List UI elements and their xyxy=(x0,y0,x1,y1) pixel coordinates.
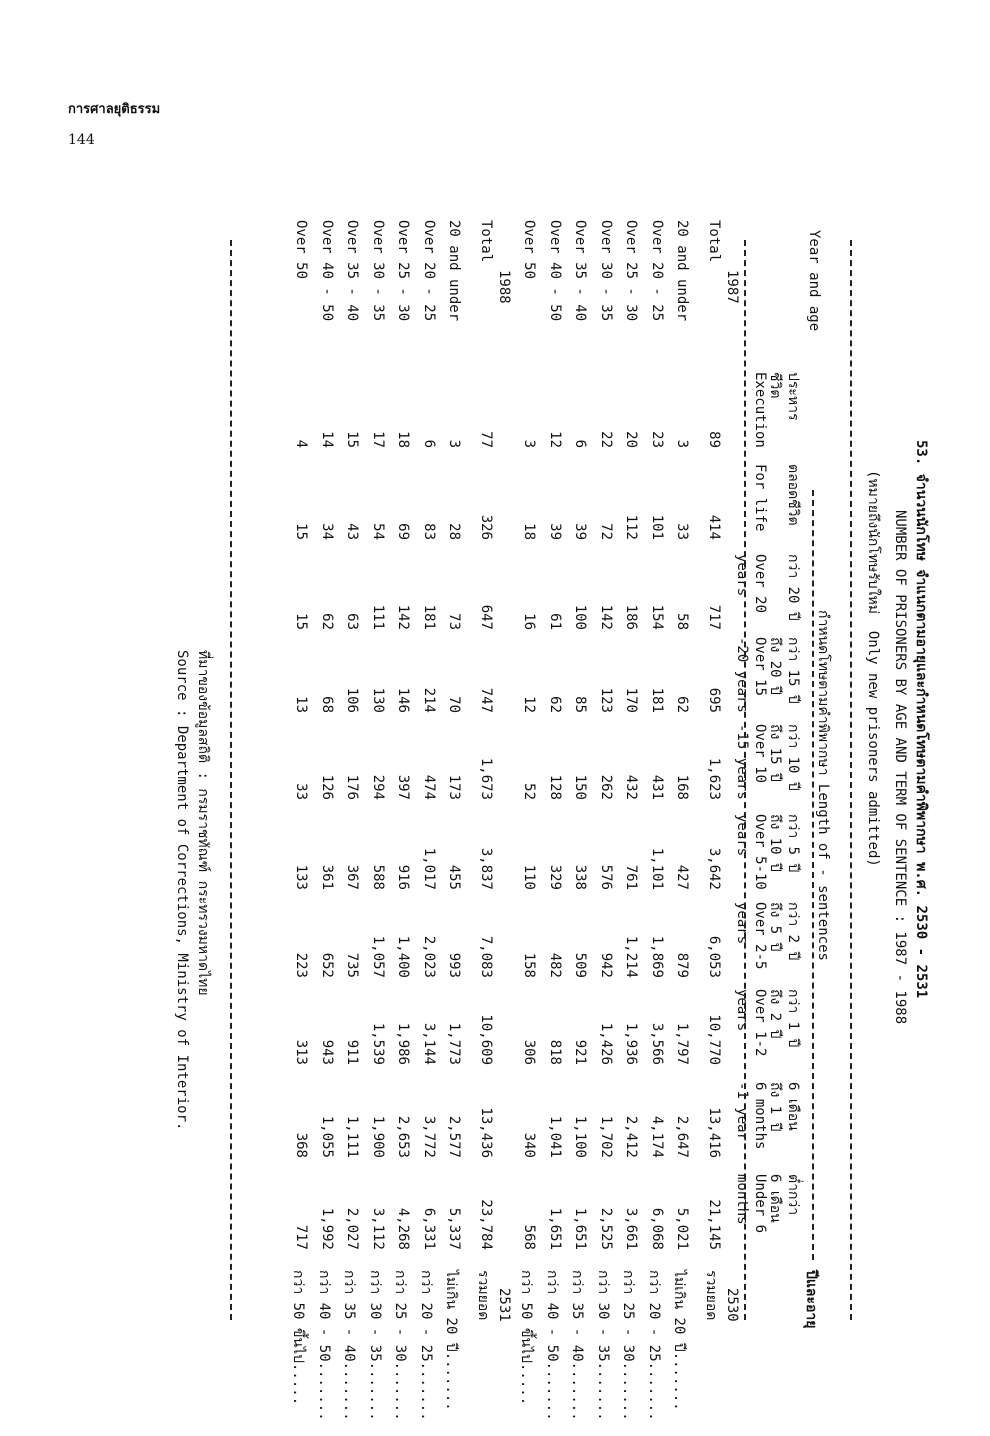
table-cell: 1,400 xyxy=(395,935,412,978)
column-header-eng2: -1 year xyxy=(734,1082,750,1142)
table-cell: 62 xyxy=(547,696,563,713)
row-label-thai: กว่า 30 - 35....... xyxy=(595,1270,611,1421)
column-header-thai1: กว่า 20 ปี xyxy=(785,554,801,621)
table-cell: 3 xyxy=(446,439,463,448)
table-subtitle: (หมายถึงนักโทษรับใหม่ Only new prisoners admitted) xyxy=(865,470,881,867)
table-cell: 306 xyxy=(521,1039,538,1065)
column-header-thai2: ชีวิต xyxy=(767,372,783,399)
table-cell: 62 xyxy=(674,696,691,713)
table-cell: 10,770 xyxy=(706,1014,722,1065)
table-cell: 943 xyxy=(319,1039,335,1065)
table-cell: 1,017 xyxy=(421,847,437,890)
row-label-english: Over 50 xyxy=(521,220,538,280)
row-label-english: Over 35 - 40 xyxy=(572,220,589,322)
table-cell: 181 xyxy=(649,687,665,713)
table-cell: 3,837 xyxy=(478,847,494,890)
column-header-eng2: years xyxy=(734,989,750,1032)
table-cell: 170 xyxy=(623,687,640,713)
table-cell: 150 xyxy=(572,774,589,800)
table-cell: 18 xyxy=(395,431,412,448)
table-cell: 1,111 xyxy=(344,1115,361,1158)
row-label-english: Total xyxy=(478,220,494,263)
table-title-english: NUMBER OF PRISONERS BY AGE AND TERM OF SENTENCE : 1987 - 1988 xyxy=(892,510,908,1025)
row-label-english: Over 25 - 30 xyxy=(395,220,412,322)
table-cell: 340 xyxy=(521,1132,538,1158)
row-label-thai: กว่า 25 - 30....... xyxy=(620,1270,637,1421)
table-cell: 3 xyxy=(674,439,691,448)
row-label-thai: กว่า 50 ขึ้นไป..... xyxy=(290,1270,307,1406)
table-cell: 818 xyxy=(547,1039,563,1065)
table-cell: 146 xyxy=(395,687,412,713)
table-cell: 455 xyxy=(446,864,463,890)
row-label-thai: ไม่เกิน 20 ปี....... xyxy=(671,1270,688,1411)
table-cell: 22 xyxy=(598,431,614,448)
stub-header-english: Year and age xyxy=(806,230,822,332)
table-cell: 77 xyxy=(478,431,494,448)
table-cell: 72 xyxy=(598,523,614,540)
table-cell: 326 xyxy=(478,514,494,540)
table-cell: 3,566 xyxy=(649,1022,665,1065)
row-label-english: Over 35 - 40 xyxy=(344,220,361,322)
table-cell: 647 xyxy=(478,604,494,630)
table-cell: 2,647 xyxy=(674,1115,691,1158)
table-cell: 588 xyxy=(370,864,386,890)
table-cell: 717 xyxy=(706,604,722,630)
table-cell: 15 xyxy=(293,613,310,630)
table-cell: 911 xyxy=(344,1039,361,1065)
table-cell: 1,214 xyxy=(623,935,640,978)
table-cell: 58 xyxy=(674,613,691,630)
table-cell: 62 xyxy=(319,613,335,630)
table-cell: 5,021 xyxy=(674,1207,691,1250)
table-cell: 747 xyxy=(478,687,494,713)
table-cell: 23,784 xyxy=(478,1199,494,1250)
table-cell: 431 xyxy=(649,774,665,800)
table-cell: 126 xyxy=(319,774,335,800)
row-label-thai: กว่า 40 - 50....... xyxy=(544,1270,560,1421)
table-cell: 695 xyxy=(706,687,722,713)
table-cell: 12 xyxy=(547,431,563,448)
row-label-thai: กว่า 25 - 30....... xyxy=(392,1270,409,1421)
year-thai: 2531 xyxy=(496,1288,512,1322)
table-cell: 85 xyxy=(572,696,589,713)
table-cell: 4,268 xyxy=(395,1207,412,1250)
row-label-thai: ไม่เกิน 20 ปี....... xyxy=(443,1270,460,1411)
column-header-thai1: กว่า 10 ปี xyxy=(785,724,801,791)
table-cell: 63 xyxy=(344,613,361,630)
table-cell: 1,797 xyxy=(674,1022,691,1065)
bottom-rule xyxy=(230,240,232,1320)
column-header-eng2: months xyxy=(734,1174,750,1225)
table-cell: 106 xyxy=(344,687,361,713)
table-cell: 23 xyxy=(649,431,665,448)
column-header-eng2: years xyxy=(734,814,750,857)
year-english: 1988 xyxy=(496,270,512,304)
table-cell: 173 xyxy=(446,774,463,800)
column-header-thai1: กว่า 5 ปี xyxy=(785,814,801,873)
table-cell: 154 xyxy=(649,604,665,630)
table-cell: 33 xyxy=(674,523,691,540)
table-cell: 130 xyxy=(370,687,386,713)
row-label-thai: กว่า 20 - 25....... xyxy=(646,1270,662,1421)
table-cell: 3,642 xyxy=(706,847,722,890)
row-label-english: 20 and under xyxy=(446,220,463,322)
stub-header-thai: ปีและอายุ xyxy=(803,1270,819,1329)
table-cell: 43 xyxy=(344,523,361,540)
table-cell: 17 xyxy=(370,431,386,448)
table-cell: 123 xyxy=(598,687,614,713)
table-cell: 14 xyxy=(319,431,335,448)
table-cell: 133 xyxy=(293,864,310,890)
column-header-thai2: ถึง 2 ปี xyxy=(767,989,783,1039)
table-cell: 39 xyxy=(547,523,563,540)
table-cell: 1,101 xyxy=(649,847,665,890)
row-label-thai: กว่า 35 - 40....... xyxy=(341,1270,358,1421)
table-cell: 1,057 xyxy=(370,935,386,978)
table-cell: 28 xyxy=(446,523,463,540)
row-label-thai: รวมยอด xyxy=(475,1270,491,1321)
table-cell: 142 xyxy=(598,604,614,630)
row-label-english: Over 50 xyxy=(293,220,310,280)
span-header: กำหนดโทษตามคำพิพากษา Length of - sentences xyxy=(815,610,831,961)
table-cell: 482 xyxy=(547,952,563,978)
table-cell: 176 xyxy=(344,774,361,800)
table-cell: 427 xyxy=(674,864,691,890)
table-cell: 916 xyxy=(395,864,412,890)
table-cell: 101 xyxy=(649,514,665,540)
table-cell: 20 xyxy=(623,431,640,448)
column-header-eng2: years xyxy=(734,554,750,597)
column-header-eng1: Execution xyxy=(752,372,768,448)
table-cell: 1,702 xyxy=(598,1115,614,1158)
table-cell: 921 xyxy=(572,1039,589,1065)
column-header-eng2: -15 years xyxy=(734,724,750,800)
table-cell: 111 xyxy=(370,604,386,630)
header-rule xyxy=(744,240,746,1320)
row-label-english: Over 30 - 35 xyxy=(598,220,614,322)
row-label-thai: กว่า 35 - 40....... xyxy=(569,1270,586,1421)
table-cell: 294 xyxy=(370,774,386,800)
page-number: 144 xyxy=(68,132,95,148)
column-header-thai2: 6 เดือน xyxy=(767,1174,783,1223)
table-cell: 1,055 xyxy=(319,1115,335,1158)
table-cell: 1,651 xyxy=(547,1207,563,1250)
column-header-eng1: Over 1-2 xyxy=(752,989,768,1057)
table-cell: 3,772 xyxy=(421,1115,437,1158)
table-cell: 368 xyxy=(293,1132,310,1158)
source-english: Source : Department of Corrections, Ministry of Interior. xyxy=(174,650,190,1131)
table-cell: 70 xyxy=(446,696,463,713)
table-cell: 361 xyxy=(319,864,335,890)
column-header-eng1: Under 6 xyxy=(752,1174,768,1234)
table-cell: 735 xyxy=(344,952,361,978)
table-cell: 6,053 xyxy=(706,935,722,978)
table-cell: 13,416 xyxy=(706,1107,722,1158)
table-cell: 6,331 xyxy=(421,1207,437,1250)
table-cell: 12 xyxy=(521,696,538,713)
table-cell: 367 xyxy=(344,864,361,890)
table-cell: 16 xyxy=(521,613,538,630)
table-cell: 6,068 xyxy=(649,1207,665,1250)
table-cell: 652 xyxy=(319,952,335,978)
table-cell: 1,936 xyxy=(623,1022,640,1065)
column-header-thai1: 6 เดือน xyxy=(785,1082,801,1131)
row-label-english: Over 25 - 30 xyxy=(623,220,640,322)
table-cell: 68 xyxy=(319,696,335,713)
table-cell: 1,773 xyxy=(446,1022,463,1065)
table-cell: 1,900 xyxy=(370,1115,386,1158)
row-label-english: 20 and under xyxy=(674,220,691,322)
column-header-thai1: ประหาร xyxy=(785,372,801,421)
row-label-english: Total xyxy=(706,220,722,263)
table-cell: 100 xyxy=(572,604,589,630)
row-label-thai: กว่า 30 - 35....... xyxy=(367,1270,383,1421)
table-cell: 3,144 xyxy=(421,1022,437,1065)
table-cell: 2,653 xyxy=(395,1115,412,1158)
table-cell: 3,661 xyxy=(623,1207,640,1250)
column-header-thai2: ถึง 1 ปี xyxy=(767,1082,783,1132)
column-header-eng1: Over 20 xyxy=(752,554,768,614)
table-cell: 4,174 xyxy=(649,1115,665,1158)
table-cell: 112 xyxy=(623,514,640,540)
table-cell: 73 xyxy=(446,613,463,630)
table-cell: 474 xyxy=(421,774,437,800)
row-label-thai: กว่า 20 - 25....... xyxy=(418,1270,434,1421)
table-cell: 128 xyxy=(547,774,563,800)
table-cell: 1,100 xyxy=(572,1115,589,1158)
table-cell: 181 xyxy=(421,604,437,630)
running-head: การศาลยุติธรรม xyxy=(68,102,161,117)
column-header-eng1: For life xyxy=(752,464,768,532)
row-label-english: Over 20 - 25 xyxy=(649,220,665,322)
column-header-eng1: Over 10 xyxy=(752,724,768,784)
row-label-english: Over 40 - 50 xyxy=(319,220,335,322)
table-cell: 761 xyxy=(623,864,640,890)
column-header-eng1: Over 2-5 xyxy=(752,902,768,970)
table-cell: 6 xyxy=(572,439,589,448)
table-cell: 2,023 xyxy=(421,935,437,978)
table-cell: 10,609 xyxy=(478,1014,494,1065)
table-cell: 1,986 xyxy=(395,1022,412,1065)
source-thai: ที่มาของข้อมูลสถิติ : กรมราชทัณฑ์ กระทรวงมหาดไทย xyxy=(195,650,211,996)
table-cell: 89 xyxy=(706,431,722,448)
column-header-thai1: กว่า 1 ปี xyxy=(785,989,801,1048)
table-cell: 1,426 xyxy=(598,1022,614,1065)
table-cell: 313 xyxy=(293,1039,310,1065)
table-cell: 142 xyxy=(395,604,412,630)
row-label-english: Over 40 - 50 xyxy=(547,220,563,322)
table-cell: 1,041 xyxy=(547,1115,563,1158)
year-english: 1987 xyxy=(724,270,740,304)
column-header-thai1: กว่า 15 ปี xyxy=(785,637,801,704)
table-cell: 2,577 xyxy=(446,1115,463,1158)
row-label-thai: กว่า 40 - 50....... xyxy=(316,1270,332,1421)
column-header-thai2: ถึง 20 ปี xyxy=(767,637,783,695)
column-header-eng1: 6 months xyxy=(752,1082,768,1150)
year-thai: 2530 xyxy=(724,1288,740,1322)
table-cell: 4 xyxy=(293,439,310,448)
table-cell: 1,539 xyxy=(370,1022,386,1065)
top-rule xyxy=(850,240,852,1320)
table-cell: 397 xyxy=(395,774,412,800)
table-cell: 1,673 xyxy=(478,757,494,800)
table-cell: 158 xyxy=(521,952,538,978)
table-cell: 576 xyxy=(598,864,614,890)
row-label-english: Over 20 - 25 xyxy=(421,220,437,322)
table-cell: 168 xyxy=(674,774,691,800)
table-cell: 6 xyxy=(421,439,437,448)
table-cell: 432 xyxy=(623,774,640,800)
table-cell: 329 xyxy=(547,864,563,890)
table-cell: 2,027 xyxy=(344,1207,361,1250)
table-cell: 15 xyxy=(293,523,310,540)
column-header-thai1: กว่า 2 ปี xyxy=(785,902,801,961)
table-cell: 21,145 xyxy=(706,1199,722,1250)
row-label-english: Over 30 - 35 xyxy=(370,220,386,322)
table-cell: 1,869 xyxy=(649,935,665,978)
table-cell: 223 xyxy=(293,952,310,978)
table-cell: 34 xyxy=(319,523,335,540)
table-cell: 1,651 xyxy=(572,1207,589,1250)
column-header-eng1: Over 15 xyxy=(752,637,768,697)
table-cell: 568 xyxy=(521,1224,538,1250)
column-header-eng2: years xyxy=(734,902,750,945)
table-cell: 2,525 xyxy=(598,1207,614,1250)
column-header-thai2: ถึง 5 ปี xyxy=(767,902,783,952)
table-cell: 262 xyxy=(598,774,614,800)
column-header-thai1: ตลอดชีวิต xyxy=(785,464,801,526)
table-cell: 7,083 xyxy=(478,935,494,978)
table-cell: 993 xyxy=(446,952,463,978)
table-cell: 54 xyxy=(370,523,386,540)
span-rule xyxy=(812,490,814,1260)
table-cell: 15 xyxy=(344,431,361,448)
table-cell: 509 xyxy=(572,952,589,978)
column-header-thai2: ถึง 10 ปี xyxy=(767,814,783,872)
table-title-thai: 53. จำนวนนักโทษ จำแนกตามอายุและกำหนดโทษตามคำพิพากษา พ.ศ. 2530 - 2531 xyxy=(913,440,929,999)
table-cell: 13 xyxy=(293,696,310,713)
table-cell: 110 xyxy=(521,864,538,890)
row-label-thai: รวมยอด xyxy=(703,1270,719,1321)
table-cell: 13,436 xyxy=(478,1107,494,1158)
table-cell: 5,337 xyxy=(446,1207,463,1250)
table-cell: 2,412 xyxy=(623,1115,640,1158)
table-cell: 83 xyxy=(421,523,437,540)
column-header-eng1: Over 5-10 xyxy=(752,814,768,890)
table-cell: 186 xyxy=(623,604,640,630)
table-cell: 52 xyxy=(521,783,538,800)
table-cell: 3 xyxy=(521,439,538,448)
table-cell: 879 xyxy=(674,952,691,978)
column-header-thai1: ต่ำกว่า xyxy=(785,1174,801,1216)
table-cell: 18 xyxy=(521,523,538,540)
table-cell: 69 xyxy=(395,523,412,540)
table-cell: 214 xyxy=(421,687,437,713)
table-cell: 338 xyxy=(572,864,589,890)
table-cell: 39 xyxy=(572,523,589,540)
table-cell: 3,112 xyxy=(370,1207,386,1250)
table-cell: 414 xyxy=(706,514,722,540)
rotated-table-page xyxy=(32,140,932,1421)
row-label-thai: กว่า 50 ขึ้นไป..... xyxy=(518,1270,535,1406)
table-cell: 717 xyxy=(293,1224,310,1250)
column-header-thai2: ถึง 15 ปี xyxy=(767,724,783,782)
table-cell: 1,623 xyxy=(706,757,722,800)
table-cell: 1,992 xyxy=(319,1207,335,1250)
table-cell: 33 xyxy=(293,783,310,800)
table-cell: 61 xyxy=(547,613,563,630)
column-header-eng2: -20 years xyxy=(734,637,750,713)
table-cell: 942 xyxy=(598,952,614,978)
